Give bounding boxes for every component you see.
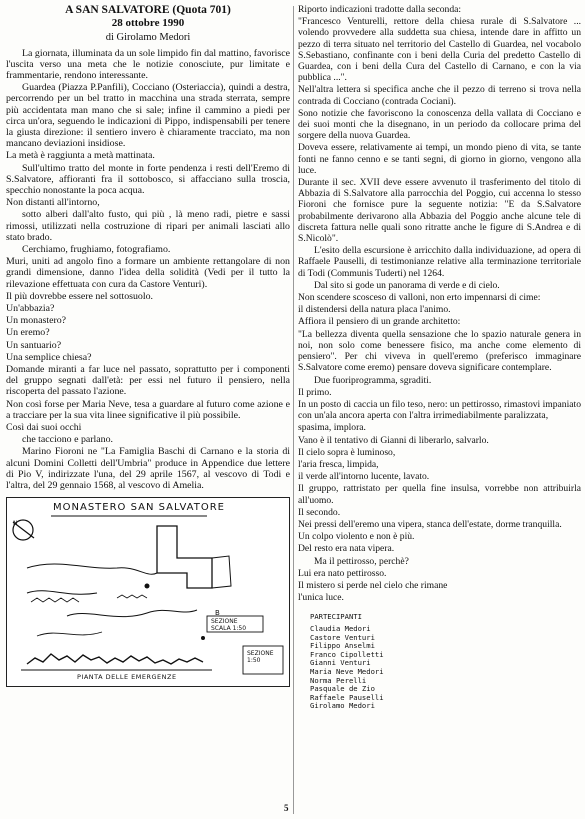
section-title-2: SEZIONE [247, 650, 274, 658]
body-paragraph: Un monastero? [6, 315, 67, 327]
point-b-label: B [215, 609, 220, 618]
body-paragraph: "La bellezza diventa quella sensazione che lo spazio naturale genera in noi, non solo come benessere fisico, ma anche come elemento di pensiero". Per chi viveva in quell'eremo (preferisco immaginare S.Salvatore come eremo) pensare doveva significare contemplare. [298, 328, 581, 374]
left-body-text [6, 48, 290, 492]
body-paragraph: Il secondo. [298, 506, 341, 518]
body-paragraph: sotto alberi dall'alto fusto, qui più , là meno radi, pietre e sassi rimossi, utilizzati nella costruzione di ripari per animali lasciati allo stato brado. [6, 209, 290, 243]
right-body-text [298, 4, 581, 603]
body-paragraph: Una semplice chiesa? [6, 351, 92, 363]
body-paragraph: Nell'altra lettera si specifica anche che il pezzo di terreno si trova nella contrada di Cocciano (contrada Cociani). [298, 84, 581, 107]
body-paragraph: Dal sito si gode un panorama di verde e di cielo. [314, 279, 500, 291]
left-column [6, 4, 290, 687]
body-paragraph: "Francesco Venturelli, rettore della chiesa rurale di S.Salvatore ... volendo provvedere alla suddetta sua chiesa, intende dare in affitto un pezzo di terra situato nel territorio del Castello di Guardea, nel vocabolo S.Sebastiano, confinante con i beni della Curia del predetto Castello di Guardea, con i beni della Cura del Castello di Carnano, e con la via pubblica ...". [298, 16, 581, 84]
body-paragraph: Lui era nato pettirosso. [298, 567, 387, 579]
terrain-line-2 [37, 632, 102, 636]
page-number: 5 [284, 803, 289, 813]
body-paragraph: Durante il sec. XVII deve essere avvenuto il trasferimento del titolo di Abbazia di S.Salvatore alla parrocchia del Poggio, cui accenna lo stesso Fioroni che fornisce pure la seguente notizia: "E da S.Salvatore probabilmente derivarono alla Abbazia del Poggio anche alcune tele di discreta fattura nelle quali sono ritratte anche le figure di S.Andrea e di S.Nicolò". [298, 177, 581, 245]
body-paragraph: Non distanti all'intorno, [6, 197, 100, 209]
body-paragraph: Marino Fioroni ne "La Famiglia Baschi di Carnano e la storia di alcuni Domini Colletti dell'Umbria" produce in Appendice due lettere di Pio V, indirizzate l'una, del 29 aprile 1567, al vescovo di Todi e l'altra, del 29 gennaio 1568, al vescovo di Amelia. [6, 446, 290, 492]
right-column [298, 4, 581, 711]
body-paragraph: La giornata, illuminata da un sole limpido fin dal mattino, favorisce l'uscita verso una meta che le notizie conosciute, pur limitate e frammentarie, rendono interessante. [6, 47, 290, 81]
body-paragraph: In un posto di caccia un filo teso, nero: un pettirosso, rimastovi impaniato con un'ala ancora aperta con l'altra irrimediabilmente paralizzata, [298, 398, 581, 422]
body-paragraph: L'esito della escursione è arricchito dalla individuazione, ad opera di Raffaele Pauselli, di testimonianze relative alla terminazione territoriale di Todi (Communis Tuderti) nel 1264. [298, 245, 581, 279]
body-paragraph: Nei pressi dell'eremo una vipera, stanca dell'estate, dorme tranquilla. [298, 518, 562, 530]
participants-list [310, 613, 581, 711]
section-title-1: SEZIONE [211, 618, 238, 626]
body-paragraph: Vano è il tentativo di Gianni di liberarlo, salvarlo. [298, 434, 489, 446]
body-paragraph: Il primo. [298, 386, 332, 398]
body-paragraph: l'unica luce. [298, 592, 344, 604]
participant-name: Gianni Venturi [310, 658, 371, 668]
body-paragraph: Il più dovrebbe essere nel sottosuolo. [6, 290, 153, 302]
article-date: 28 ottobre 1990 [111, 16, 185, 29]
rubble-hatch-2 [117, 595, 147, 598]
body-paragraph: Muri, uniti ad angolo fino a formare un ambiente rettangolare di non grandi dimensione, danno l'idea della solidità (Vedi per il tutto la rilevazione effettuata con cura da Castore Venturi). [6, 256, 290, 290]
participant-name: Girolamo Medori [310, 701, 375, 711]
building-wing [212, 556, 231, 588]
marker-dot-2 [201, 636, 205, 640]
body-paragraph: Un colpo violento e non è più. [298, 531, 415, 543]
map-title: MONASTERO SAN SALVATORE [53, 502, 225, 514]
body-paragraph: Affiora il pensiero di un grande architetto: [298, 316, 461, 328]
body-paragraph: spasima, implora. [298, 422, 366, 434]
participant-name: Claudia Medori [310, 623, 371, 633]
body-paragraph: La metà è raggiunta a metà mattinata. [6, 150, 155, 162]
column-divider [293, 6, 294, 814]
article-byline: di Girolamo Medori [105, 31, 191, 43]
body-paragraph: Un'abbazia? [6, 302, 55, 314]
body-paragraph: l'aria fresca, limpida, [298, 458, 379, 470]
participants-heading: PARTECIPANTI [310, 612, 362, 622]
participant-name: Maria Neve Medori [310, 666, 384, 676]
body-paragraph: Non scendere scosceso di valloni, non erto impennarsi di cime: [298, 292, 541, 304]
participant-names [310, 625, 581, 711]
participant-name: Franco Cipolletti [310, 649, 384, 659]
body-paragraph: Riporto indicazioni tradotte dalla seconda: [298, 4, 462, 15]
body-paragraph: il distendersi della natura placa l'animo. [298, 304, 451, 316]
body-paragraph: Un santuario? [6, 339, 62, 351]
participant-name: Raffaele Pauselli [310, 692, 384, 702]
body-paragraph: Sono notizie che favoriscono la conoscenza della vallata di Cocciano e dei suoi monti che la disegnano, in un periodo da collocare prima del sorgere della nuova Guardea. [298, 107, 581, 142]
terrain-line [67, 610, 197, 617]
site-plan-drawing [6, 497, 290, 687]
body-paragraph: Un eremo? [6, 327, 50, 339]
participant-name: Castore Venturi [310, 632, 375, 642]
body-paragraph: Cerchiamo, frughiamo, fotografiamo. [22, 243, 171, 255]
participant-name: Norma Perelli [310, 675, 367, 685]
body-paragraph: Così dai suoi occhi [6, 422, 82, 433]
participant-name: Filippo Anselmi [310, 641, 375, 651]
compass-north-label: N [13, 520, 18, 528]
body-paragraph: il verde all'intorno lucente, lavato. [298, 471, 430, 483]
section-label-1 [211, 618, 246, 632]
building-outline [157, 526, 212, 588]
body-paragraph: Ma il pettirosso, perchè? [314, 555, 409, 567]
body-paragraph: Due fuoriprogramma, sgraditi. [314, 374, 432, 386]
wall-line-upper [27, 564, 157, 574]
body-paragraph: Doveva essere, relativamente ai tempi, un mondo pieno di vita, se tante fonti ne fanno cenno e se tanti segni, di giorno in giorno, vengono alla luce. [298, 142, 581, 176]
article-title: A SAN SALVATORE (Quota 701) [65, 4, 231, 16]
marker-dot [145, 584, 150, 589]
body-paragraph: Guardea (Piazza P.Panfili), Cocciano (Osteriaccia), quindi a destra, percorrendo per un bel tratto in macchina una strada sterrata, sempre più accidentata man mano che si sale; infine il cammino a piedi per circa un'ora, seguendo le indicazioni di Pippo, indispensabili per tenere la giusta direzione: il sentiero invero è chiaramente tracciato, ma non mancano deviazioni insidiose. [6, 82, 290, 150]
body-paragraph: Il mistero si perde nel cielo che rimane [298, 579, 448, 591]
body-paragraph: Il gruppo, rattristato per quella fine insulsa, vorrebbe non attribuirla all'uomo. [298, 483, 581, 506]
body-paragraph: Il cielo sopra è luminoso, [298, 446, 396, 458]
body-paragraph: Non così forse per Maria Neve, tesa a guardare al futuro come azione e a tracciare per la sua vita linee significative il più possibile. [6, 398, 290, 421]
body-paragraph: Del resto era nata vipera. [298, 543, 395, 555]
body-paragraph: Sull'ultimo tratto del monte in forte pendenza i resti dell'Eremo di S.Salvatore, affioranti fra il sottobosco, si affacciano sulla troscia, specchio nonostante la poca acqua. [6, 162, 290, 196]
plan-caption: PIANTA DELLE EMERGENZE [77, 673, 177, 682]
body-paragraph: Domande miranti a far luce nel passato, soprattutto per i componenti del gruppo segnati dall'età: per essi nel futuro il pensiero, nella riscoperta del passato l'azione. [6, 363, 290, 398]
participant-name: Pasquale de Zio [310, 684, 375, 694]
wall-line-mid [27, 591, 97, 595]
section-scale-1: SCALA 1:50 [211, 625, 247, 633]
section-label-2 [247, 650, 273, 664]
body-paragraph: che tacciono e parlano. [22, 434, 114, 446]
section-profile [27, 654, 203, 664]
rubble-hatch-1 [31, 598, 79, 602]
section-scale-2: 1:50 [247, 657, 261, 665]
